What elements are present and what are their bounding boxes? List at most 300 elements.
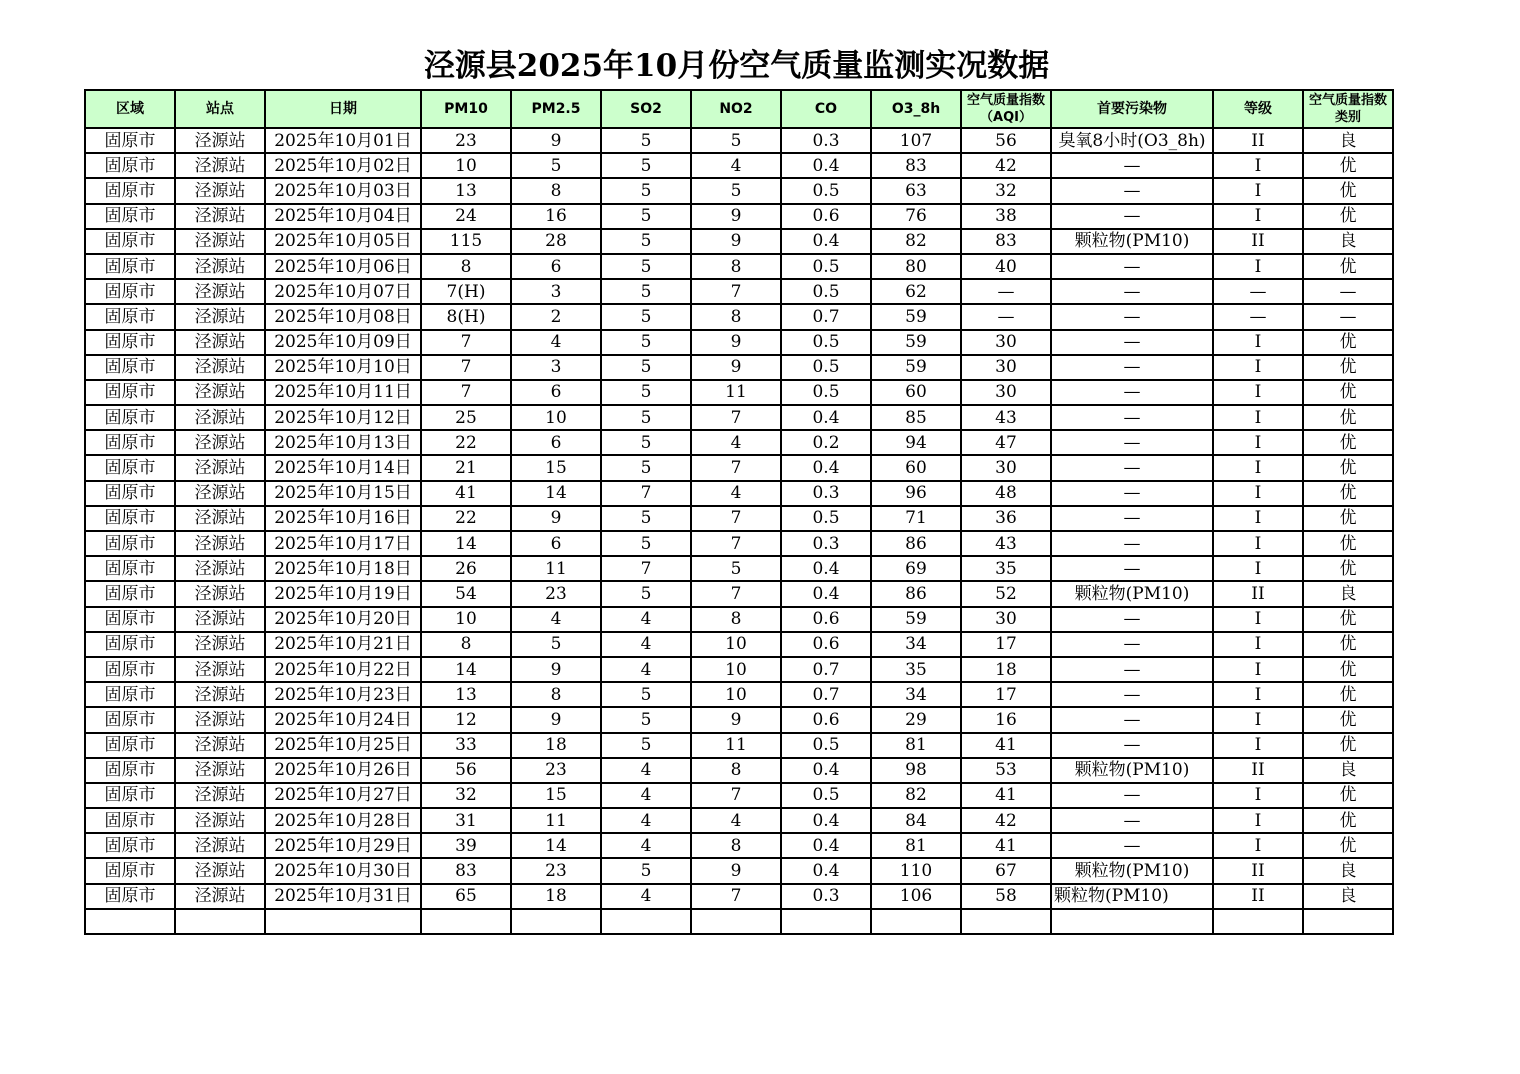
cell-no2: 9 <box>691 204 781 229</box>
cell-o3-8h: 86 <box>871 581 961 606</box>
cell-co: 0.5 <box>781 506 871 531</box>
cell-date: 2025年10月25日 <box>265 733 421 758</box>
cell-so2: 5 <box>601 581 691 606</box>
cell-pm25: 9 <box>511 657 601 682</box>
cell-aqi-category: 优 <box>1303 808 1393 833</box>
cell-no2: 7 <box>691 405 781 430</box>
cell-pm25: 2 <box>511 304 601 329</box>
cell-aqi: 17 <box>961 632 1051 657</box>
cell-pm10: 14 <box>421 531 511 556</box>
cell-no2: 4 <box>691 430 781 455</box>
cell-primary-pollutant: 颗粒物(PM10) <box>1051 758 1213 783</box>
cell-primary-pollutant: — <box>1051 833 1213 858</box>
cell-grade: II <box>1213 581 1303 606</box>
cell-pm10: 22 <box>421 430 511 455</box>
cell-aqi: — <box>961 304 1051 329</box>
cell-so2: 4 <box>601 632 691 657</box>
table-row <box>85 506 1393 531</box>
cell-co: 0.4 <box>781 758 871 783</box>
cell-region: 固原市 <box>85 153 175 178</box>
header-pm10: PM10 <box>421 90 511 128</box>
header-primary-pollutant: 首要污染物 <box>1051 90 1213 128</box>
cell-primary-pollutant: — <box>1051 405 1213 430</box>
cell-o3-8h: 60 <box>871 455 961 480</box>
cell-co: 0.6 <box>781 632 871 657</box>
cell-date: 2025年10月18日 <box>265 556 421 581</box>
cell-o3-8h: 59 <box>871 330 961 355</box>
cell-pm25: 23 <box>511 858 601 883</box>
cell-pm10: 83 <box>421 858 511 883</box>
cell-aqi-category: 良 <box>1303 884 1393 909</box>
cell-date: 2025年10月16日 <box>265 506 421 531</box>
cell-no2: 8 <box>691 607 781 632</box>
cell-date: 2025年10月03日 <box>265 178 421 203</box>
cell-primary-pollutant: — <box>1051 178 1213 203</box>
cell-grade: II <box>1213 858 1303 883</box>
cell-no2: 10 <box>691 682 781 707</box>
cell-aqi-category: — <box>1303 279 1393 304</box>
cell-primary-pollutant: — <box>1051 430 1213 455</box>
cell-date: 2025年10月10日 <box>265 355 421 380</box>
cell-station: 泾源站 <box>175 355 265 380</box>
cell-region: 固原市 <box>85 304 175 329</box>
cell-no2: 8 <box>691 254 781 279</box>
cell-primary-pollutant: — <box>1051 556 1213 581</box>
cell-so2: 5 <box>601 304 691 329</box>
cell-aqi: 52 <box>961 581 1051 606</box>
cell-o3-8h: 82 <box>871 229 961 254</box>
cell-no2: 7 <box>691 455 781 480</box>
header-station: 站点 <box>175 90 265 128</box>
cell-aqi-category: 优 <box>1303 506 1393 531</box>
table-row <box>85 833 1393 858</box>
cell-so2: 4 <box>601 607 691 632</box>
cell-date: 2025年10月27日 <box>265 783 421 808</box>
cell-pm10: 21 <box>421 455 511 480</box>
cell-pm25: 28 <box>511 229 601 254</box>
cell-station: 泾源站 <box>175 707 265 732</box>
cell-grade: — <box>1213 279 1303 304</box>
cell-primary-pollutant: — <box>1051 330 1213 355</box>
cell-co: 0.5 <box>781 733 871 758</box>
cell-so2: 5 <box>601 733 691 758</box>
cell-no2: 7 <box>691 581 781 606</box>
table-row <box>85 330 1393 355</box>
cell-aqi: 41 <box>961 783 1051 808</box>
cell-aqi: 48 <box>961 481 1051 506</box>
cell-aqi-category: 优 <box>1303 355 1393 380</box>
cell-pm25: 9 <box>511 707 601 732</box>
cell-station: 泾源站 <box>175 279 265 304</box>
air-quality-table <box>84 89 1394 935</box>
cell-station: 泾源站 <box>175 682 265 707</box>
cell-co: 0.5 <box>781 330 871 355</box>
empty-cell <box>265 909 421 934</box>
cell-aqi-category: 优 <box>1303 632 1393 657</box>
cell-grade: II <box>1213 758 1303 783</box>
cell-co: 0.4 <box>781 556 871 581</box>
cell-station: 泾源站 <box>175 657 265 682</box>
cell-pm25: 15 <box>511 455 601 480</box>
cell-pm25: 14 <box>511 481 601 506</box>
cell-date: 2025年10月17日 <box>265 531 421 556</box>
cell-date: 2025年10月20日 <box>265 607 421 632</box>
cell-pm10: 12 <box>421 707 511 732</box>
table-row <box>85 632 1393 657</box>
cell-pm25: 18 <box>511 733 601 758</box>
cell-o3-8h: 82 <box>871 783 961 808</box>
empty-cell <box>175 909 265 934</box>
cell-o3-8h: 107 <box>871 128 961 153</box>
cell-no2: 9 <box>691 858 781 883</box>
cell-co: 0.3 <box>781 884 871 909</box>
cell-pm10: 14 <box>421 657 511 682</box>
cell-grade: I <box>1213 153 1303 178</box>
cell-co: 0.4 <box>781 229 871 254</box>
cell-aqi-category: 优 <box>1303 204 1393 229</box>
cell-aqi: 42 <box>961 153 1051 178</box>
cell-co: 0.4 <box>781 153 871 178</box>
cell-co: 0.6 <box>781 204 871 229</box>
cell-aqi: 67 <box>961 858 1051 883</box>
cell-no2: 7 <box>691 783 781 808</box>
table-row <box>85 128 1393 153</box>
empty-cell <box>421 909 511 934</box>
cell-pm25: 4 <box>511 607 601 632</box>
cell-so2: 5 <box>601 682 691 707</box>
header-no2: NO2 <box>691 90 781 128</box>
table-row <box>85 758 1393 783</box>
cell-primary-pollutant: 颗粒物(PM10) <box>1051 581 1213 606</box>
cell-grade: I <box>1213 481 1303 506</box>
table-row <box>85 733 1393 758</box>
cell-no2: 9 <box>691 229 781 254</box>
cell-region: 固原市 <box>85 808 175 833</box>
cell-date: 2025年10月04日 <box>265 204 421 229</box>
header-o3-8h: O3_8h <box>871 90 961 128</box>
cell-so2: 5 <box>601 858 691 883</box>
cell-pm10: 7(H) <box>421 279 511 304</box>
cell-station: 泾源站 <box>175 607 265 632</box>
empty-cell <box>1213 909 1303 934</box>
empty-cell <box>871 909 961 934</box>
cell-co: 0.6 <box>781 707 871 732</box>
cell-pm10: 65 <box>421 884 511 909</box>
page-title: 泾源县2025年10月份空气质量监测实况数据 <box>423 48 1050 84</box>
cell-station: 泾源站 <box>175 581 265 606</box>
cell-co: 0.2 <box>781 430 871 455</box>
cell-region: 固原市 <box>85 128 175 153</box>
cell-o3-8h: 34 <box>871 682 961 707</box>
cell-pm25: 9 <box>511 506 601 531</box>
cell-o3-8h: 81 <box>871 733 961 758</box>
cell-pm10: 23 <box>421 128 511 153</box>
cell-date: 2025年10月31日 <box>265 884 421 909</box>
cell-pm25: 23 <box>511 758 601 783</box>
cell-pm25: 11 <box>511 808 601 833</box>
cell-pm25: 8 <box>511 178 601 203</box>
header-row <box>85 90 1393 128</box>
cell-region: 固原市 <box>85 607 175 632</box>
cell-grade: II <box>1213 128 1303 153</box>
cell-no2: 4 <box>691 481 781 506</box>
cell-o3-8h: 98 <box>871 758 961 783</box>
cell-no2: 9 <box>691 330 781 355</box>
cell-region: 固原市 <box>85 455 175 480</box>
cell-pm10: 10 <box>421 607 511 632</box>
cell-so2: 5 <box>601 506 691 531</box>
cell-o3-8h: 80 <box>871 254 961 279</box>
cell-station: 泾源站 <box>175 204 265 229</box>
cell-grade: II <box>1213 229 1303 254</box>
cell-pm25: 15 <box>511 783 601 808</box>
cell-date: 2025年10月24日 <box>265 707 421 732</box>
cell-pm10: 8(H) <box>421 304 511 329</box>
cell-aqi-category: — <box>1303 304 1393 329</box>
cell-aqi: 36 <box>961 506 1051 531</box>
cell-grade: I <box>1213 531 1303 556</box>
cell-aqi: 41 <box>961 733 1051 758</box>
cell-pm25: 10 <box>511 405 601 430</box>
empty-cell <box>1303 909 1393 934</box>
cell-o3-8h: 86 <box>871 531 961 556</box>
cell-co: 0.3 <box>781 128 871 153</box>
cell-station: 泾源站 <box>175 229 265 254</box>
cell-station: 泾源站 <box>175 430 265 455</box>
cell-primary-pollutant: 颗粒物(PM10) <box>1051 858 1213 883</box>
cell-primary-pollutant: — <box>1051 657 1213 682</box>
cell-co: 0.7 <box>781 304 871 329</box>
cell-station: 泾源站 <box>175 556 265 581</box>
cell-aqi-category: 优 <box>1303 733 1393 758</box>
cell-pm10: 7 <box>421 330 511 355</box>
cell-pm10: 33 <box>421 733 511 758</box>
table-row <box>85 531 1393 556</box>
cell-no2: 9 <box>691 355 781 380</box>
cell-o3-8h: 63 <box>871 178 961 203</box>
cell-grade: I <box>1213 607 1303 632</box>
cell-grade: I <box>1213 380 1303 405</box>
cell-primary-pollutant: 颗粒物(PM10) <box>1051 229 1213 254</box>
cell-o3-8h: 76 <box>871 204 961 229</box>
cell-o3-8h: 62 <box>871 279 961 304</box>
cell-region: 固原市 <box>85 783 175 808</box>
cell-region: 固原市 <box>85 531 175 556</box>
table-row <box>85 229 1393 254</box>
cell-date: 2025年10月12日 <box>265 405 421 430</box>
table-row <box>85 858 1393 883</box>
cell-aqi-category: 优 <box>1303 556 1393 581</box>
cell-so2: 5 <box>601 405 691 430</box>
cell-aqi: 47 <box>961 430 1051 455</box>
cell-region: 固原市 <box>85 707 175 732</box>
cell-station: 泾源站 <box>175 758 265 783</box>
cell-aqi: 32 <box>961 178 1051 203</box>
cell-date: 2025年10月13日 <box>265 430 421 455</box>
cell-no2: 8 <box>691 304 781 329</box>
cell-pm10: 32 <box>421 783 511 808</box>
cell-aqi-category: 良 <box>1303 758 1393 783</box>
cell-aqi-category: 优 <box>1303 783 1393 808</box>
cell-aqi-category: 良 <box>1303 229 1393 254</box>
cell-region: 固原市 <box>85 178 175 203</box>
cell-pm10: 56 <box>421 758 511 783</box>
cell-co: 0.7 <box>781 682 871 707</box>
table-row <box>85 405 1393 430</box>
cell-date: 2025年10月22日 <box>265 657 421 682</box>
header-aqi-category: 空气质量指数类别 <box>1303 90 1393 128</box>
cell-pm10: 7 <box>421 380 511 405</box>
table-body <box>85 128 1393 934</box>
cell-pm25: 3 <box>511 355 601 380</box>
table-row <box>85 304 1393 329</box>
cell-pm10: 10 <box>421 153 511 178</box>
cell-so2: 5 <box>601 707 691 732</box>
table-row <box>85 481 1393 506</box>
cell-date: 2025年10月19日 <box>265 581 421 606</box>
cell-primary-pollutant: — <box>1051 481 1213 506</box>
cell-date: 2025年10月28日 <box>265 808 421 833</box>
table-row <box>85 279 1393 304</box>
empty-row <box>85 909 1393 934</box>
cell-primary-pollutant: — <box>1051 455 1213 480</box>
cell-aqi: 30 <box>961 330 1051 355</box>
cell-region: 固原市 <box>85 657 175 682</box>
cell-primary-pollutant: — <box>1051 733 1213 758</box>
cell-co: 0.5 <box>781 783 871 808</box>
cell-o3-8h: 29 <box>871 707 961 732</box>
empty-cell <box>961 909 1051 934</box>
cell-aqi: 30 <box>961 455 1051 480</box>
cell-date: 2025年10月30日 <box>265 858 421 883</box>
cell-station: 泾源站 <box>175 808 265 833</box>
cell-station: 泾源站 <box>175 405 265 430</box>
cell-o3-8h: 60 <box>871 380 961 405</box>
cell-o3-8h: 85 <box>871 405 961 430</box>
cell-pm25: 5 <box>511 153 601 178</box>
cell-date: 2025年10月06日 <box>265 254 421 279</box>
cell-aqi: 41 <box>961 833 1051 858</box>
table-row <box>85 707 1393 732</box>
cell-aqi: 56 <box>961 128 1051 153</box>
cell-aqi-category: 优 <box>1303 607 1393 632</box>
cell-o3-8h: 84 <box>871 808 961 833</box>
cell-no2: 7 <box>691 531 781 556</box>
cell-region: 固原市 <box>85 430 175 455</box>
cell-so2: 7 <box>601 481 691 506</box>
cell-no2: 4 <box>691 153 781 178</box>
cell-aqi: 30 <box>961 355 1051 380</box>
cell-grade: I <box>1213 254 1303 279</box>
cell-primary-pollutant: — <box>1051 355 1213 380</box>
cell-date: 2025年10月29日 <box>265 833 421 858</box>
cell-region: 固原市 <box>85 254 175 279</box>
cell-no2: 8 <box>691 758 781 783</box>
cell-co: 0.4 <box>781 808 871 833</box>
cell-pm25: 8 <box>511 682 601 707</box>
cell-co: 0.7 <box>781 657 871 682</box>
cell-o3-8h: 106 <box>871 884 961 909</box>
table-row <box>85 430 1393 455</box>
cell-aqi: 38 <box>961 204 1051 229</box>
cell-primary-pollutant: — <box>1051 254 1213 279</box>
cell-aqi: 30 <box>961 607 1051 632</box>
cell-co: 0.6 <box>781 607 871 632</box>
cell-aqi-category: 优 <box>1303 682 1393 707</box>
header-region: 区域 <box>85 90 175 128</box>
cell-aqi-category: 优 <box>1303 330 1393 355</box>
table-row <box>85 607 1393 632</box>
cell-aqi-category: 优 <box>1303 380 1393 405</box>
cell-station: 泾源站 <box>175 833 265 858</box>
cell-primary-pollutant: — <box>1051 506 1213 531</box>
cell-aqi-category: 优 <box>1303 178 1393 203</box>
cell-region: 固原市 <box>85 279 175 304</box>
cell-so2: 5 <box>601 204 691 229</box>
cell-grade: I <box>1213 632 1303 657</box>
cell-date: 2025年10月09日 <box>265 330 421 355</box>
cell-aqi-category: 良 <box>1303 128 1393 153</box>
cell-region: 固原市 <box>85 556 175 581</box>
cell-aqi-category: 优 <box>1303 531 1393 556</box>
table-row <box>85 355 1393 380</box>
cell-pm10: 115 <box>421 229 511 254</box>
cell-grade: I <box>1213 657 1303 682</box>
cell-pm25: 6 <box>511 254 601 279</box>
table-row <box>85 204 1393 229</box>
cell-region: 固原市 <box>85 330 175 355</box>
table-row <box>85 581 1393 606</box>
cell-so2: 4 <box>601 758 691 783</box>
empty-cell <box>601 909 691 934</box>
table-row <box>85 178 1393 203</box>
cell-pm25: 23 <box>511 581 601 606</box>
cell-station: 泾源站 <box>175 506 265 531</box>
cell-o3-8h: 59 <box>871 355 961 380</box>
cell-pm10: 7 <box>421 355 511 380</box>
cell-no2: 11 <box>691 380 781 405</box>
cell-pm25: 6 <box>511 531 601 556</box>
cell-primary-pollutant: 颗粒物(PM10) <box>1051 884 1213 909</box>
cell-o3-8h: 34 <box>871 632 961 657</box>
header-co: CO <box>781 90 871 128</box>
cell-grade: I <box>1213 506 1303 531</box>
cell-no2: 9 <box>691 707 781 732</box>
cell-region: 固原市 <box>85 355 175 380</box>
cell-date: 2025年10月11日 <box>265 380 421 405</box>
cell-o3-8h: 110 <box>871 858 961 883</box>
cell-aqi-category: 良 <box>1303 581 1393 606</box>
cell-aqi-category: 优 <box>1303 455 1393 480</box>
cell-primary-pollutant: — <box>1051 153 1213 178</box>
header-date: 日期 <box>265 90 421 128</box>
empty-cell <box>511 909 601 934</box>
cell-co: 0.5 <box>781 279 871 304</box>
cell-region: 固原市 <box>85 229 175 254</box>
cell-region: 固原市 <box>85 380 175 405</box>
table-row <box>85 380 1393 405</box>
cell-station: 泾源站 <box>175 455 265 480</box>
table-row <box>85 783 1393 808</box>
cell-pm25: 4 <box>511 330 601 355</box>
cell-primary-pollutant: — <box>1051 304 1213 329</box>
cell-grade: I <box>1213 556 1303 581</box>
table-row <box>85 254 1393 279</box>
cell-grade: I <box>1213 430 1303 455</box>
cell-grade: I <box>1213 330 1303 355</box>
cell-co: 0.4 <box>781 833 871 858</box>
cell-grade: II <box>1213 884 1303 909</box>
